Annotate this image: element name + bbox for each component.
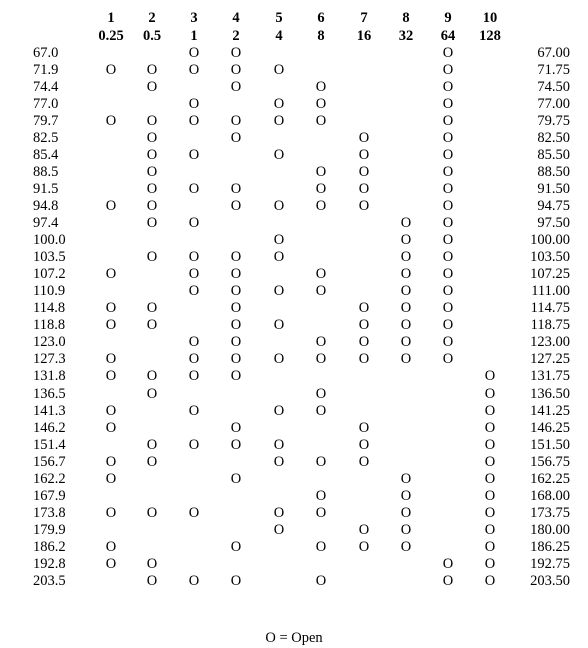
open-mark: O [484,521,496,538]
open-mark: O [105,317,117,334]
open-mark: O [400,232,412,249]
open-mark: O [442,351,454,368]
row-left-value: 97.4 [33,215,59,231]
open-mark: O [315,95,327,112]
row-left-value: 107.2 [33,266,66,283]
open-mark: O [230,129,242,146]
open-mark: O [273,504,285,521]
open-mark: O [442,44,454,61]
switch-weight-8: 32 [398,28,414,44]
row-right-value: 100.00 [530,232,570,249]
open-mark: O [105,453,117,470]
row-left-value: 203.5 [33,573,66,590]
open-mark: O [484,436,496,453]
open-mark: O [230,470,242,487]
row-left-value: 114.8 [33,300,66,317]
open-mark: O [188,402,200,419]
open-mark: O [358,163,370,180]
switch-weight-6: 8 [317,28,325,44]
row-right-value: 168.00 [530,487,570,504]
open-mark: O [315,573,327,590]
open-mark: O [358,129,370,146]
open-mark: O [188,146,200,163]
open-mark: O [358,419,370,436]
open-mark: O [400,283,412,300]
open-mark: O [273,453,285,470]
open-mark: O [358,197,370,214]
row-right-value: 136.50 [530,385,570,402]
open-mark: O [230,180,242,197]
row-right-value: 162.25 [530,470,570,487]
row-left-value: 77.0 [33,95,59,112]
open-mark: O [400,249,412,266]
open-mark: O [146,180,158,197]
switch-weight-10: 128 [479,28,501,44]
open-mark: O [188,368,200,385]
open-mark: O [146,317,158,334]
open-mark: O [230,249,242,266]
open-mark: O [188,504,200,521]
open-mark: O [105,419,117,436]
row-left-value: 146.2 [33,419,66,436]
row-left-value: 127.3 [33,351,66,368]
row-right-value: 67.00 [537,44,570,61]
open-mark: O [442,573,454,590]
switch-weight-2: 0.5 [142,28,162,44]
switch-number-2: 2 [148,10,156,26]
open-mark: O [315,112,327,129]
open-mark: O [358,436,370,453]
open-mark: O [358,351,370,368]
row-right-value: 107.25 [530,266,570,283]
open-mark: O [442,112,454,129]
row-left-value: 110.9 [33,283,66,300]
row-right-value: 111.00 [531,283,570,300]
open-mark: O [146,300,158,317]
switch-number-9: 9 [444,10,452,26]
open-mark: O [315,453,327,470]
row-left-value: 131.8 [33,368,66,385]
open-mark: O [442,283,454,300]
open-mark: O [442,180,454,197]
row-left-value: 67.0 [33,44,59,61]
row-left-value: 85.4 [33,146,59,163]
open-mark: O [146,146,158,163]
open-mark: O [315,283,327,300]
switch-number-7: 7 [360,10,368,26]
open-mark: O [146,436,158,453]
row-right-value: 94.75 [537,197,570,214]
open-mark: O [188,112,200,129]
open-mark: O [358,334,370,351]
legend: O = Open [265,630,323,646]
open-mark: O [315,504,327,521]
open-mark: O [400,487,412,504]
open-mark: O [358,146,370,163]
open-mark: O [484,573,496,590]
open-mark: O [400,538,412,555]
open-mark: O [105,300,117,317]
open-mark: O [146,573,158,590]
open-mark: O [315,163,327,180]
open-mark: O [105,556,117,572]
open-mark: O [230,573,242,590]
open-mark: O [400,504,412,521]
open-mark: O [188,334,200,351]
open-mark: O [315,538,327,555]
open-mark: O [188,351,200,368]
open-mark: O [442,163,454,180]
switch-number-10: 10 [482,10,498,26]
open-mark: O [188,180,200,197]
open-mark: O [484,556,496,572]
row-left-value: 192.8 [33,556,66,572]
row-right-value: 118.75 [530,317,570,334]
open-mark: O [273,146,285,163]
open-mark: O [442,232,454,249]
open-mark: O [146,215,158,231]
open-mark: O [146,61,158,78]
open-mark: O [230,368,242,385]
open-mark: O [315,385,327,402]
open-mark: O [315,78,327,95]
open-mark: O [230,197,242,214]
open-mark: O [188,61,200,78]
open-mark: O [273,249,285,266]
open-mark: O [484,368,496,385]
open-mark: O [442,95,454,112]
open-mark: O [484,385,496,402]
open-mark: O [400,300,412,317]
row-left-value: 103.5 [33,249,66,266]
row-left-value: 123.0 [33,334,66,351]
open-mark: O [188,249,200,266]
open-mark: O [358,453,370,470]
row-left-value: 79.7 [33,112,59,129]
open-mark: O [146,385,158,402]
open-mark: O [484,453,496,470]
row-left-value: 167.9 [33,487,66,504]
open-mark: O [188,436,200,453]
open-mark: O [105,538,117,555]
switch-weight-9: 64 [440,28,456,44]
open-mark: O [188,283,200,300]
open-mark: O [442,249,454,266]
open-mark: O [105,112,117,129]
open-mark: O [146,249,158,266]
open-mark: O [230,266,242,283]
open-mark: O [230,78,242,95]
open-mark: O [105,351,117,368]
open-mark: O [400,351,412,368]
row-right-value: 114.75 [530,300,570,317]
open-mark: O [442,317,454,334]
row-right-value: 103.50 [530,249,570,266]
open-mark: O [315,487,327,504]
row-left-value: 71.9 [33,61,59,78]
row-right-value: 79.75 [537,112,570,129]
open-mark: O [230,61,242,78]
row-right-value: 97.50 [537,215,570,231]
open-mark: O [442,197,454,214]
open-mark: O [188,95,200,112]
switch-weight-7: 16 [356,28,372,44]
open-mark: O [484,487,496,504]
row-right-value: 141.25 [530,402,570,419]
open-mark: O [230,538,242,555]
open-mark: O [230,317,242,334]
row-right-value: 192.75 [530,556,570,572]
switch-weight-1: 0.25 [98,28,124,44]
open-mark: O [273,112,285,129]
switch-number-6: 6 [317,10,325,26]
open-mark: O [105,470,117,487]
open-mark: O [188,44,200,61]
row-left-value: 82.5 [33,129,59,146]
open-mark: O [230,283,242,300]
open-mark: O [105,368,117,385]
open-mark: O [146,556,158,572]
open-mark: O [273,232,285,249]
open-mark: O [146,78,158,95]
row-left-value: 136.5 [33,385,66,402]
open-mark: O [146,453,158,470]
open-mark: O [105,61,117,78]
open-mark: O [358,317,370,334]
open-mark: O [105,266,117,283]
open-mark: O [146,504,158,521]
open-mark: O [442,300,454,317]
open-mark: O [230,351,242,368]
open-mark: O [146,129,158,146]
row-right-value: 146.25 [530,419,570,436]
row-left-value: 88.5 [33,163,59,180]
open-mark: O [315,266,327,283]
open-mark: O [315,197,327,214]
open-mark: O [484,470,496,487]
open-mark: O [273,61,285,78]
open-mark: O [484,538,496,555]
switch-number-4: 4 [232,10,240,26]
open-mark: O [315,334,327,351]
row-right-value: 88.50 [537,163,570,180]
switch-number-1: 1 [107,10,115,26]
open-mark: O [146,163,158,180]
open-mark: O [273,402,285,419]
row-left-value: 94.8 [33,197,59,214]
row-right-value: 173.75 [530,504,570,521]
open-mark: O [400,317,412,334]
open-mark: O [400,470,412,487]
row-right-value: 74.50 [537,78,570,95]
row-right-value: 127.25 [530,351,570,368]
row-left-value: 151.4 [33,436,66,453]
open-mark: O [230,334,242,351]
open-mark: O [400,266,412,283]
switch-number-3: 3 [190,10,198,26]
open-mark: O [188,573,200,590]
open-mark: O [273,436,285,453]
row-right-value: 186.25 [530,538,570,555]
open-mark: O [273,283,285,300]
open-mark: O [358,521,370,538]
open-mark: O [442,266,454,283]
row-left-value: 118.8 [33,317,66,334]
open-mark: O [146,368,158,385]
row-left-value: 100.0 [33,232,66,249]
open-mark: O [442,129,454,146]
row-right-value: 156.75 [530,453,570,470]
row-left-value: 179.9 [33,521,66,538]
open-mark: O [230,300,242,317]
switch-weight-4: 2 [232,28,240,44]
open-mark: O [358,180,370,197]
open-mark: O [146,197,158,214]
open-mark: O [230,112,242,129]
row-right-value: 85.50 [537,146,570,163]
open-mark: O [315,180,327,197]
open-mark: O [230,436,242,453]
open-mark: O [230,419,242,436]
row-right-value: 77.00 [537,95,570,112]
row-right-value: 180.00 [530,521,570,538]
open-mark: O [273,95,285,112]
open-mark: O [230,44,242,61]
row-right-value: 91.50 [537,180,570,197]
row-right-value: 71.75 [537,61,570,78]
open-mark: O [315,402,327,419]
row-right-value: 123.00 [530,334,570,351]
switch-weight-3: 1 [190,28,198,44]
open-mark: O [400,521,412,538]
row-left-value: 186.2 [33,538,66,555]
row-left-value: 91.5 [33,180,59,197]
open-mark: O [484,402,496,419]
open-mark: O [442,78,454,95]
open-mark: O [442,334,454,351]
open-mark: O [442,556,454,572]
switch-number-5: 5 [275,10,283,26]
open-mark: O [146,112,158,129]
open-mark: O [358,538,370,555]
open-mark: O [358,300,370,317]
open-mark: O [273,317,285,334]
open-mark: O [188,266,200,283]
open-mark: O [273,197,285,214]
open-mark: O [442,215,454,231]
open-mark: O [484,504,496,521]
open-mark: O [105,504,117,521]
open-mark: O [188,215,200,231]
open-mark: O [400,215,412,231]
open-mark: O [400,334,412,351]
row-left-value: 173.8 [33,504,66,521]
open-mark: O [315,351,327,368]
open-mark: O [484,419,496,436]
row-right-value: 131.75 [530,368,570,385]
row-left-value: 162.2 [33,470,66,487]
row-left-value: 74.4 [33,78,59,95]
row-left-value: 156.7 [33,453,66,470]
open-mark: O [273,521,285,538]
open-mark: O [273,351,285,368]
switch-weight-5: 4 [275,28,283,44]
row-right-value: 82.50 [537,129,570,146]
row-right-value: 151.50 [530,436,570,453]
open-mark: O [105,402,117,419]
row-right-value: 203.50 [530,573,570,590]
open-mark: O [105,197,117,214]
open-mark: O [442,146,454,163]
row-left-value: 141.3 [33,402,66,419]
switch-number-8: 8 [402,10,410,26]
open-mark: O [442,61,454,78]
